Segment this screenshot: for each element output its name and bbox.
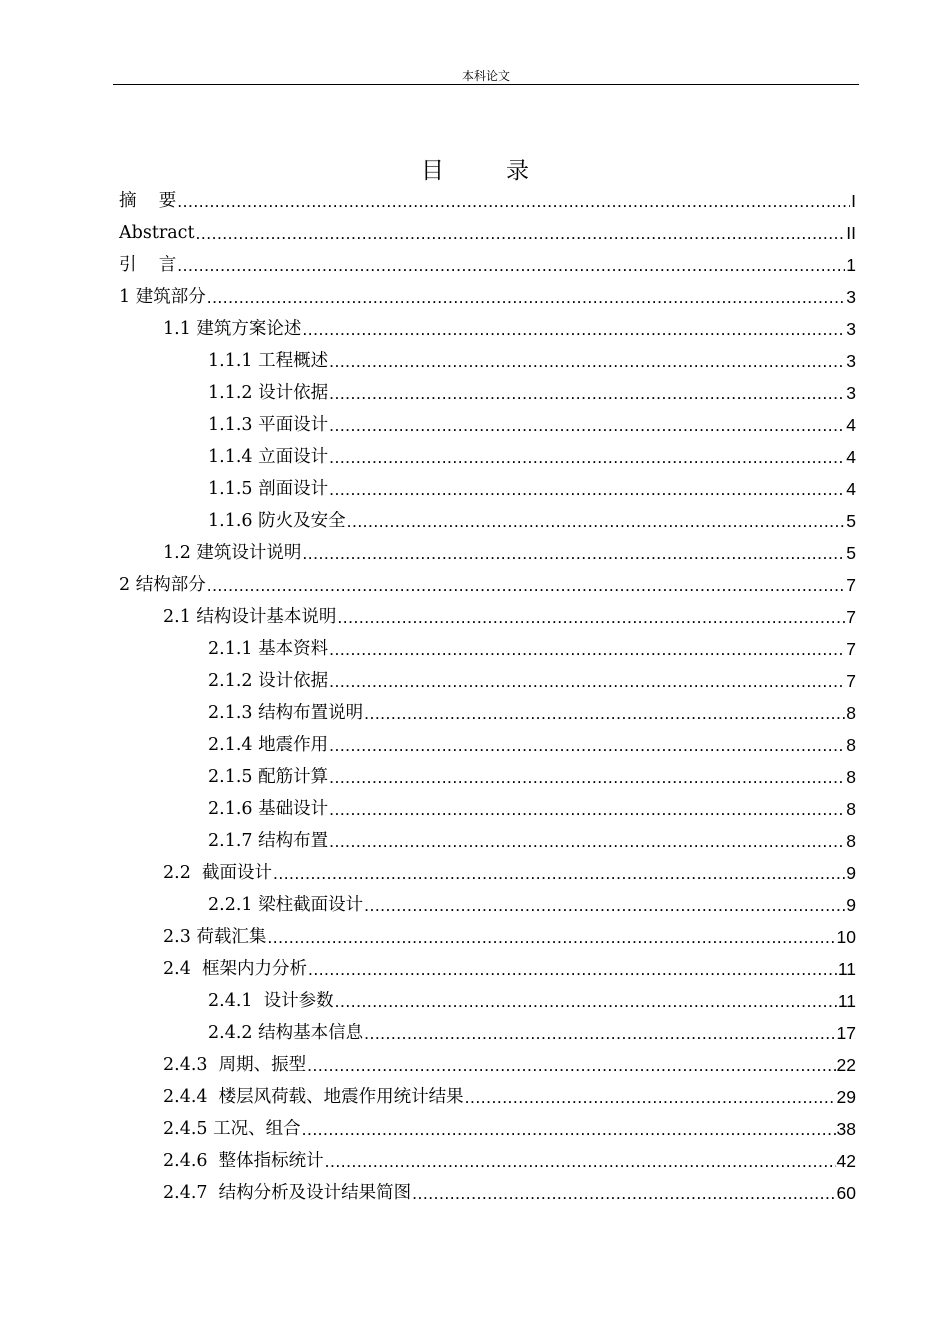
toc-entry-label: 2.4 框架内力分析 <box>163 959 307 979</box>
toc-entry-page: 9 <box>846 863 856 883</box>
toc-leader-dots <box>308 953 837 985</box>
toc-entry-label: 1.1.5 剖面设计 <box>208 479 329 499</box>
toc-leader-dots <box>412 1177 835 1209</box>
toc-entry-label: 2.1.3 结构布置说明 <box>208 703 364 723</box>
toc-entry-page: 7 <box>846 575 856 595</box>
toc-entry[interactable] <box>119 633 856 665</box>
toc-entry-label: 2.1.7 结构布置 <box>208 831 329 851</box>
toc-entry-page: 3 <box>846 351 856 371</box>
toc-entry-page: 4 <box>846 447 856 467</box>
toc-entry[interactable] <box>119 1017 856 1049</box>
toc-leader-dots <box>302 313 845 345</box>
toc-entry[interactable] <box>119 697 856 729</box>
toc-entry-label: Abstract <box>119 223 195 243</box>
toc-entry[interactable] <box>119 953 856 985</box>
toc-entry[interactable] <box>119 793 856 825</box>
toc-entry[interactable] <box>119 889 856 921</box>
toc-entry-page: 17 <box>836 1023 856 1043</box>
toc-entry-label: 1.1.4 立面设计 <box>208 447 329 467</box>
toc-entry-label: 2.4.2 结构基本信息 <box>208 1023 364 1043</box>
toc-entry-page: 5 <box>846 543 856 563</box>
toc-entry-label: 1.1 建筑方案论述 <box>163 319 302 339</box>
toc-entry-page: 5 <box>846 511 856 531</box>
toc-entry[interactable] <box>119 1177 856 1209</box>
toc-entry-label: 1 建筑部分 <box>119 287 206 307</box>
toc-entry-page: 4 <box>846 479 856 499</box>
toc-entry-page: 8 <box>846 767 856 787</box>
toc-entry-label: 2.1.4 地震作用 <box>208 735 329 755</box>
toc-entry-label: 1.1.3 平面设计 <box>208 415 329 435</box>
toc-entry-page: 11 <box>837 991 856 1011</box>
toc-entry-page: 8 <box>846 735 856 755</box>
toc-entry-label: 2.4.6 整体指标统计 <box>163 1151 324 1171</box>
toc-entry-page: 7 <box>846 639 856 659</box>
toc-leader-dots <box>364 697 845 729</box>
toc-entry[interactable] <box>119 1081 856 1113</box>
toc-entry-page: 42 <box>836 1151 856 1171</box>
toc-leader-dots <box>364 1017 835 1049</box>
toc-entry-page: 22 <box>836 1055 856 1075</box>
toc-entry-page: 8 <box>846 703 856 723</box>
toc-entry[interactable] <box>119 217 856 249</box>
toc-entry-page: 3 <box>846 383 856 403</box>
toc-entry-page: II <box>846 223 856 243</box>
toc-entry[interactable] <box>119 505 856 537</box>
toc-entry[interactable] <box>119 1113 856 1145</box>
toc-entry[interactable] <box>119 345 856 377</box>
toc-entry[interactable] <box>119 729 856 761</box>
toc-entry-page: 7 <box>846 607 856 627</box>
toc-leader-dots <box>329 441 845 473</box>
toc-entry-label: 2.1.2 设计依据 <box>208 671 329 691</box>
toc-entry-page: 4 <box>846 415 856 435</box>
table-of-contents <box>119 185 856 1209</box>
toc-entry[interactable] <box>119 473 856 505</box>
toc-leader-dots <box>329 377 845 409</box>
toc-entry[interactable] <box>119 985 856 1017</box>
toc-entry-label: 2.4.7 结构分析及设计结果简图 <box>163 1183 412 1203</box>
toc-leader-dots <box>329 793 845 825</box>
toc-entry[interactable] <box>119 377 856 409</box>
toc-entry-page: I <box>851 191 856 211</box>
toc-leader-dots <box>465 1081 836 1113</box>
toc-leader-dots <box>177 249 845 281</box>
toc-entry-label: 1.1.2 设计依据 <box>208 383 329 403</box>
toc-entry-label: 2.1 结构设计基本说明 <box>163 607 337 627</box>
toc-entry-label: 1.2 建筑设计说明 <box>163 543 302 563</box>
toc-entry-page: 38 <box>836 1119 856 1139</box>
toc-entry[interactable] <box>119 825 856 857</box>
toc-entry[interactable] <box>119 537 856 569</box>
toc-entry-page: 7 <box>846 671 856 691</box>
toc-leader-dots <box>196 217 846 249</box>
toc-entry-page: 3 <box>846 319 856 339</box>
toc-entry-label: 引 言 <box>119 255 177 275</box>
toc-leader-dots <box>329 633 845 665</box>
toc-entry-label: 2.1.5 配筋计算 <box>208 767 329 787</box>
toc-entry[interactable] <box>119 441 856 473</box>
toc-leader-dots <box>325 1145 836 1177</box>
toc-entry-label: 2.1.1 基本资料 <box>208 639 329 659</box>
toc-leader-dots <box>302 537 845 569</box>
toc-entry[interactable] <box>119 1049 856 1081</box>
toc-entry-page: 1 <box>846 255 856 275</box>
toc-leader-dots <box>207 569 846 601</box>
toc-entry-label: 1.1.6 防火及安全 <box>208 511 346 531</box>
toc-entry[interactable] <box>119 185 856 217</box>
toc-entry-page: 29 <box>836 1087 856 1107</box>
toc-leader-dots <box>302 1113 836 1145</box>
toc-entry[interactable] <box>119 1145 856 1177</box>
toc-entry-label: 2.2 截面设计 <box>163 863 272 883</box>
toc-entry[interactable] <box>119 409 856 441</box>
toc-entry[interactable] <box>119 857 856 889</box>
toc-entry-label: 2.4.5 工况、组合 <box>163 1119 301 1139</box>
toc-entry[interactable] <box>119 281 856 313</box>
toc-leader-dots <box>267 921 835 953</box>
toc-entry-label: 2.2.1 梁柱截面设计 <box>208 895 364 915</box>
toc-entry[interactable] <box>119 601 856 633</box>
toc-entry[interactable] <box>119 761 856 793</box>
toc-leader-dots <box>329 665 845 697</box>
toc-leader-dots <box>335 985 837 1017</box>
toc-entry-label: 2.4.1 设计参数 <box>208 991 334 1011</box>
toc-entry-page: 9 <box>846 895 856 915</box>
toc-entry[interactable] <box>119 665 856 697</box>
toc-entry-page: 3 <box>846 287 856 307</box>
toc-entry-page: 60 <box>836 1183 856 1203</box>
header-text: 本科论文 <box>461 69 510 83</box>
toc-leader-dots <box>307 1049 835 1081</box>
toc-entry-label: 2.3 荷载汇集 <box>163 927 267 947</box>
page-header <box>113 64 859 85</box>
toc-leader-dots <box>347 505 846 537</box>
toc-entry-page: 8 <box>846 799 856 819</box>
toc-leader-dots <box>273 857 845 889</box>
toc-leader-dots <box>329 761 845 793</box>
toc-entry[interactable] <box>119 249 856 281</box>
toc-entry-page: 10 <box>836 927 856 947</box>
toc-leader-dots <box>207 281 846 313</box>
toc-entry[interactable] <box>119 921 856 953</box>
toc-entry-label: 2 结构部分 <box>119 575 206 595</box>
toc-entry-label: 摘 要 <box>119 191 177 211</box>
toc-leader-dots <box>177 185 850 217</box>
toc-entry-label: 2.1.6 基础设计 <box>208 799 329 819</box>
toc-title: 目录 <box>421 158 591 184</box>
toc-entry-label: 2.4.4 楼层风荷载、地震作用统计结果 <box>163 1087 464 1107</box>
toc-leader-dots <box>329 473 845 505</box>
toc-leader-dots <box>329 409 845 441</box>
toc-entry-label: 1.1.1 工程概述 <box>208 351 329 371</box>
toc-entry-page: 8 <box>846 831 856 851</box>
toc-leader-dots <box>329 345 845 377</box>
toc-leader-dots <box>337 601 845 633</box>
toc-entry-page: 11 <box>837 959 856 979</box>
toc-entry-label: 2.4.3 周期、振型 <box>163 1055 307 1075</box>
toc-leader-dots <box>329 825 845 857</box>
toc-leader-dots <box>329 729 845 761</box>
toc-entry[interactable] <box>119 313 856 345</box>
toc-leader-dots <box>364 889 845 921</box>
toc-entry[interactable] <box>119 569 856 601</box>
